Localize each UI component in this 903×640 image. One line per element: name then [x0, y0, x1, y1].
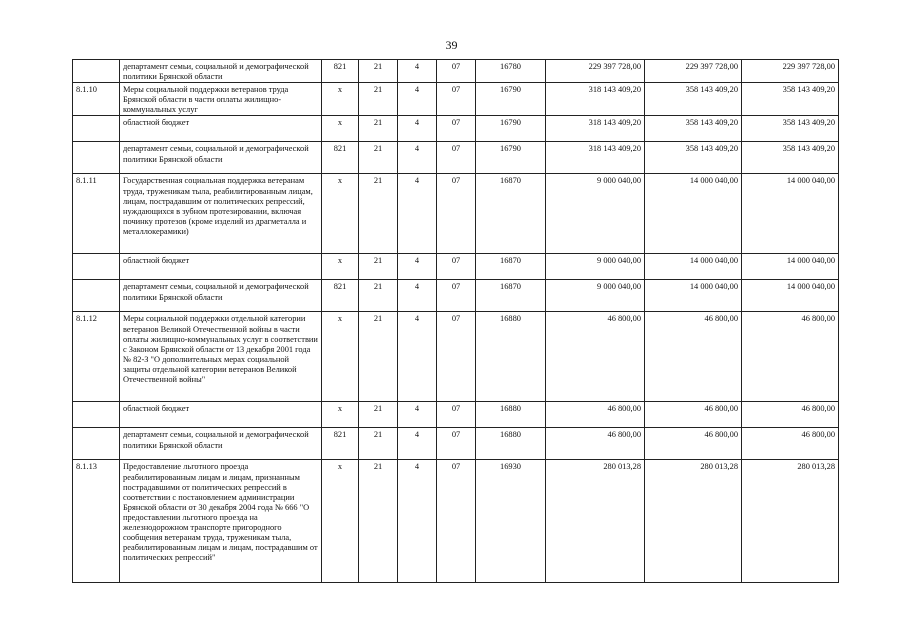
row-name: департамент семьи, социальной и демографической политики Брянской области	[120, 280, 322, 312]
code-direction: 16880	[476, 312, 546, 402]
code-program: 21	[359, 60, 398, 83]
code-program: 21	[359, 174, 398, 254]
code-program: 21	[359, 312, 398, 402]
table-row	[73, 280, 839, 312]
code-direction: 16870	[476, 280, 546, 312]
amount-year-3: 358 143 409,20	[742, 116, 839, 142]
code-main-event: 07	[437, 83, 476, 116]
table-row	[73, 428, 839, 460]
table-row	[73, 312, 839, 402]
code-program: 21	[359, 83, 398, 116]
code-main-event: 07	[437, 116, 476, 142]
amount-year-2: 358 143 409,20	[645, 116, 742, 142]
code-main-event: 07	[437, 142, 476, 174]
code-admin: 821	[322, 60, 359, 83]
code-main-event: 07	[437, 60, 476, 83]
amount-year-1: 318 143 409,20	[546, 116, 645, 142]
row-number: 8.1.12	[73, 312, 120, 402]
amount-year-1: 9 000 040,00	[546, 254, 645, 280]
code-program: 21	[359, 428, 398, 460]
row-number	[73, 428, 120, 460]
amount-year-2: 280 013,28	[645, 460, 742, 583]
budget-table	[72, 59, 839, 583]
amount-year-2: 14 000 040,00	[645, 174, 742, 254]
row-number	[73, 254, 120, 280]
row-name: департамент семьи, социальной и демографической политики Брянской области	[120, 60, 322, 83]
code-direction: 16780	[476, 60, 546, 83]
code-admin: 821	[322, 280, 359, 312]
code-subprogram: 4	[398, 83, 437, 116]
amount-year-1: 46 800,00	[546, 312, 645, 402]
code-direction: 16880	[476, 402, 546, 428]
row-number	[73, 280, 120, 312]
code-main-event: 07	[437, 428, 476, 460]
code-main-event: 07	[437, 174, 476, 254]
row-name: департамент семьи, социальной и демографической политики Брянской области	[120, 428, 322, 460]
code-program: 21	[359, 116, 398, 142]
code-subprogram: 4	[398, 460, 437, 583]
amount-year-3: 229 397 728,00	[742, 60, 839, 83]
code-subprogram: 4	[398, 402, 437, 428]
amount-year-2: 229 397 728,00	[645, 60, 742, 83]
code-admin: х	[322, 312, 359, 402]
code-direction: 16790	[476, 116, 546, 142]
amount-year-2: 46 800,00	[645, 312, 742, 402]
amount-year-3: 280 013,28	[742, 460, 839, 583]
code-direction: 16790	[476, 142, 546, 174]
row-number: 8.1.11	[73, 174, 120, 254]
code-admin: х	[322, 116, 359, 142]
row-name: Меры социальной поддержки отдельной категории ветеранов Великой Отечественной войны в части оплаты жилищно-коммунальных услуг в соответствии с Законом Брянской области от 13 декабря 2001 года № 82-З "О дополнительных мерах социальной защиты отдельной категории ветеранов Великой Отечественной войны"	[120, 312, 322, 402]
amount-year-2: 358 143 409,20	[645, 142, 742, 174]
code-program: 21	[359, 460, 398, 583]
code-admin: х	[322, 402, 359, 428]
amount-year-2: 46 800,00	[645, 402, 742, 428]
amount-year-1: 9 000 040,00	[546, 280, 645, 312]
code-direction: 16790	[476, 83, 546, 116]
code-main-event: 07	[437, 460, 476, 583]
code-direction: 16870	[476, 174, 546, 254]
row-name: Предоставление льготного проезда реабилитированным лицам и лицам, признанным пострадавшими от политических репрессий в соответствии с постановлением администрации Брянской области от 30 декабря 2004 года № 666 "О предоставлении льготного проезда на железнодорожном транспорте пригородного сообщения ветеранам труда, труженикам тыла, реабилитированным лицам и лицам, пострадавшим от политических репрессий"	[120, 460, 322, 583]
code-direction: 16880	[476, 428, 546, 460]
code-program: 21	[359, 254, 398, 280]
code-admin: х	[322, 83, 359, 116]
table-row	[73, 254, 839, 280]
amount-year-1: 318 143 409,20	[546, 83, 645, 116]
code-program: 21	[359, 280, 398, 312]
table-row	[73, 83, 839, 116]
code-subprogram: 4	[398, 280, 437, 312]
table-row	[73, 174, 839, 254]
code-main-event: 07	[437, 402, 476, 428]
row-name: областной бюджет	[120, 116, 322, 142]
table-row	[73, 402, 839, 428]
amount-year-1: 9 000 040,00	[546, 174, 645, 254]
code-subprogram: 4	[398, 174, 437, 254]
table-row	[73, 116, 839, 142]
code-admin: 821	[322, 428, 359, 460]
code-direction: 16870	[476, 254, 546, 280]
row-number: 8.1.13	[73, 460, 120, 583]
row-name: Меры социальной поддержки ветеранов труда Брянской области в части оплаты жилищно-коммунальных услуг	[120, 83, 322, 116]
table-row	[73, 142, 839, 174]
amount-year-1: 318 143 409,20	[546, 142, 645, 174]
row-number: 8.1.10	[73, 83, 120, 116]
row-number	[73, 60, 120, 83]
code-subprogram: 4	[398, 60, 437, 83]
amount-year-3: 358 143 409,20	[742, 142, 839, 174]
table-row	[73, 460, 839, 583]
amount-year-3: 14 000 040,00	[742, 174, 839, 254]
table-row	[73, 60, 839, 83]
row-name: Государственная социальная поддержка ветеранам труда, труженикам тыла, реабилитированным лицам, лицам, пострадавшим от политических репрессий, нуждающихся в зубном протезировании, включая починку протезов (кроме изделий из драгметалла и металлокерамики)	[120, 174, 322, 254]
code-admin: х	[322, 174, 359, 254]
code-subprogram: 4	[398, 254, 437, 280]
amount-year-1: 280 013,28	[546, 460, 645, 583]
amount-year-1: 229 397 728,00	[546, 60, 645, 83]
amount-year-2: 46 800,00	[645, 428, 742, 460]
code-direction: 16930	[476, 460, 546, 583]
amount-year-2: 358 143 409,20	[645, 83, 742, 116]
code-main-event: 07	[437, 254, 476, 280]
code-subprogram: 4	[398, 428, 437, 460]
code-program: 21	[359, 142, 398, 174]
amount-year-3: 46 800,00	[742, 312, 839, 402]
amount-year-1: 46 800,00	[546, 402, 645, 428]
code-main-event: 07	[437, 312, 476, 402]
amount-year-3: 358 143 409,20	[742, 83, 839, 116]
amount-year-3: 46 800,00	[742, 402, 839, 428]
code-subprogram: 4	[398, 142, 437, 174]
code-subprogram: 4	[398, 116, 437, 142]
page-number: 39	[445, 38, 458, 52]
row-number	[73, 402, 120, 428]
code-subprogram: 4	[398, 312, 437, 402]
amount-year-2: 14 000 040,00	[645, 254, 742, 280]
code-admin: х	[322, 254, 359, 280]
code-main-event: 07	[437, 280, 476, 312]
amount-year-3: 14 000 040,00	[742, 254, 839, 280]
row-name: департамент семьи, социальной и демографической политики Брянской области	[120, 142, 322, 174]
amount-year-3: 46 800,00	[742, 428, 839, 460]
amount-year-1: 46 800,00	[546, 428, 645, 460]
code-admin: х	[322, 460, 359, 583]
amount-year-3: 14 000 040,00	[742, 280, 839, 312]
code-program: 21	[359, 402, 398, 428]
row-number	[73, 116, 120, 142]
amount-year-2: 14 000 040,00	[645, 280, 742, 312]
row-name: областной бюджет	[120, 254, 322, 280]
row-name: областной бюджет	[120, 402, 322, 428]
code-admin: 821	[322, 142, 359, 174]
row-number	[73, 142, 120, 174]
